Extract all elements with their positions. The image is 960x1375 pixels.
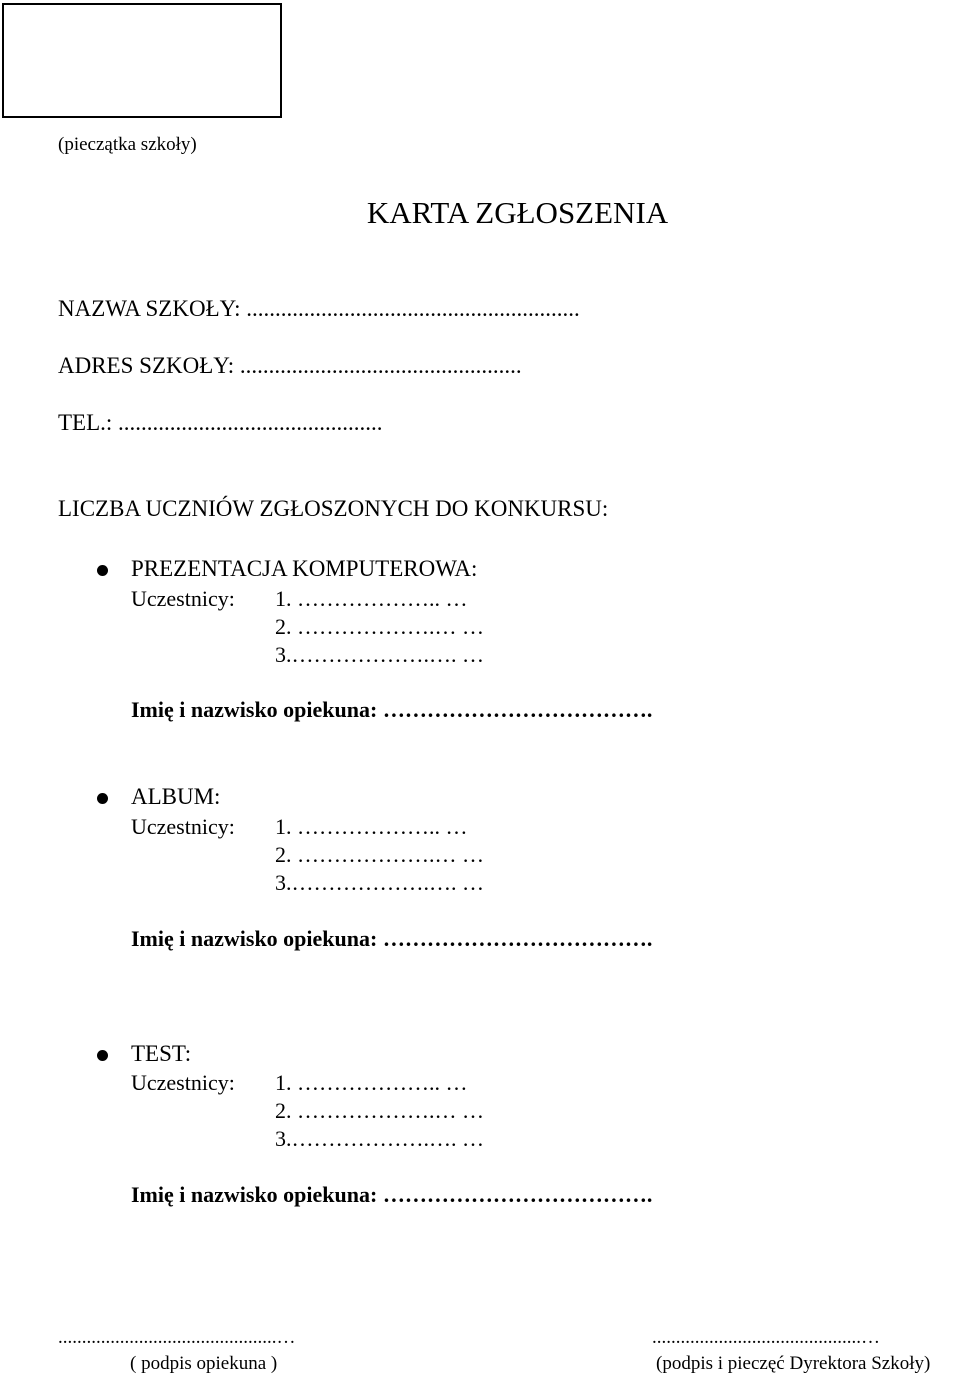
bullet-icon [97,793,108,804]
school-address-field: ADRES SZKOŁY: ................................................. [58,353,522,378]
section-title: ALBUM: [131,784,221,809]
bullet-icon [97,565,108,576]
participant-line-1: 1. ……………….. … [275,1070,468,1095]
participant-line-3: 3.……………….…. … [275,870,484,895]
school-name-field: NAZWA SZKOŁY: .......................................................... [58,296,580,321]
participants-label: Uczestnicy: [131,1070,235,1095]
participant-line-1: 1. ……………….. … [275,586,468,611]
guardian-field: Imię i nazwisko opiekuna: ………………………………. [131,1182,653,1207]
school-stamp-box [2,3,282,118]
page-title: KARTA ZGŁOSZENIA [366,195,669,230]
participant-line-1: 1. ……………….. … [275,814,468,839]
guardian-signature-line: ..............................................… [58,1327,296,1348]
director-signature-label: (podpis i pieczęć Dyrektora Szkoły) [656,1353,931,1374]
participant-line-3: 3.……………….…. … [275,1126,484,1151]
director-signature-line: ............................................… [652,1327,880,1348]
guardian-field: Imię i nazwisko opiekuna: ………………………………. [131,926,653,951]
guardian-field: Imię i nazwisko opiekuna: ………………………………. [131,697,653,722]
section-title: PREZENTACJA KOMPUTEROWA: [131,556,478,581]
participant-line-2: 2. ……………….… … [275,614,484,639]
bullet-icon [97,1050,108,1061]
guardian-signature-label: ( podpis opiekuna ) [130,1353,278,1374]
participants-label: Uczestnicy: [131,814,235,839]
section-title: TEST: [131,1041,192,1066]
participant-line-3: 3.……………….…. … [275,642,484,667]
participant-line-2: 2. ……………….… … [275,842,484,867]
students-count-heading: LICZBA UCZNIÓW ZGŁOSZONYCH DO KONKURSU: [58,496,609,521]
participant-line-2: 2. ……………….… … [275,1098,484,1123]
phone-field: TEL.: .............................................. [58,410,383,435]
school-stamp-label: (pieczątka szkoły) [58,134,197,155]
participants-label: Uczestnicy: [131,586,235,611]
